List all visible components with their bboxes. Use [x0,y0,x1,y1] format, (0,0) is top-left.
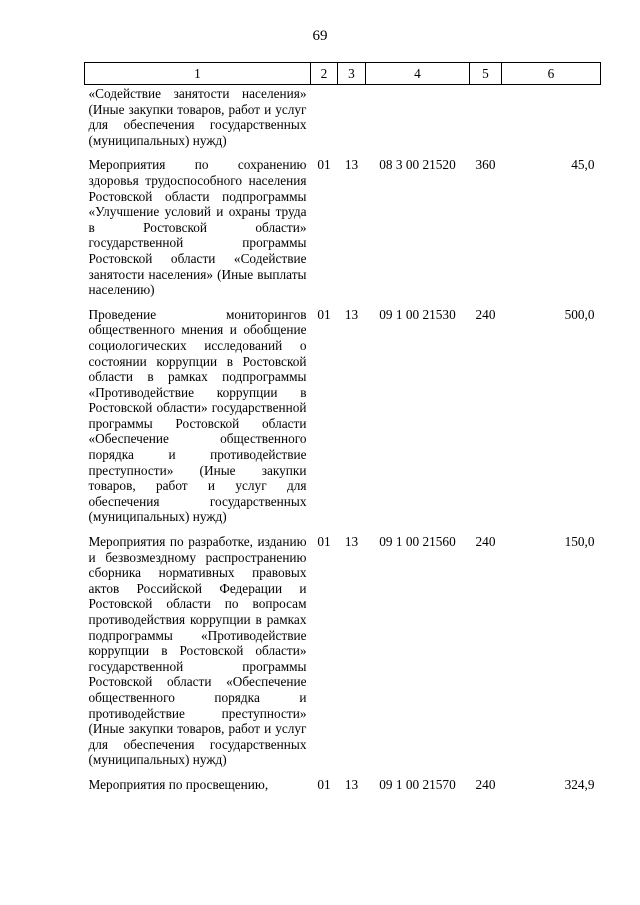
row-description: Мероприятия по сохранению здоровья трудоспособного населения Ростовской области подпрограммы «Улучшение условий и охраны труда в Ростовской области» государственной программы Ростовской области «Содействие занятости населения» (Иные выплаты населению) [88,157,307,298]
row-subsection: 13 [344,776,359,792]
row-description: Мероприятия по просвещению, [88,776,269,792]
row-amount: 45,0 [571,157,595,173]
table-row [85,307,601,534]
column-header-6: 6 [502,63,601,85]
table-row [85,534,601,777]
table-row [85,85,601,158]
column-header-2: 2 [311,63,338,85]
row-expense-type: 240 [475,306,496,322]
row-description: «Содействие занятости населения» (Иные закупки товаров, работ и услуг для обеспечения государственных (муниципальных) нужд) [88,86,307,148]
row-target-article: 08 3 00 21520 [379,157,456,173]
column-header-4: 4 [366,63,470,85]
row-amount: 150,0 [564,534,595,550]
column-header-3: 3 [338,63,366,85]
table-row [85,777,601,793]
row-expense-type: 240 [475,534,496,550]
row-target-article [366,85,470,158]
column-header-5: 5 [470,63,502,85]
row-target-article: 09 1 00 21530 [379,306,456,322]
row-section: 01 [317,534,331,550]
row-amount: 500,0 [564,306,595,322]
row-section: 01 [317,306,331,322]
row-subsection: 13 [344,157,359,173]
budget-table [84,62,601,793]
row-description: Мероприятия по разработке, изданию и безвозмездному распространению сборника нормативных правовых актов Российской Федерации и Ростовской области по вопросам противодействия коррупции в рамках подпрограммы «Противодействие коррупции в Ростовской области» государственной программы Ростовской области «Обеспечение общественного порядка и противодействие преступности» (Иные закупки товаров, работ и услуг для обеспечения государственных (муниципальных) нужд) [88,534,307,768]
row-expense-type: 360 [475,157,496,173]
row-subsection [338,85,366,158]
row-subsection: 13 [344,306,359,322]
table-header-row [85,63,601,85]
column-header-1: 1 [85,63,311,85]
page-number: 69 [312,28,328,44]
row-description: Проведение мониторингов общественного мнения и обобщение социологических исследований о состоянии коррупции в Ростовской области в рамках подпрограммы «Противодействие коррупции в Ростовской области» государственной программы Ростовской области «Обеспечение общественного порядка и противодействие преступности» (Иные закупки товаров, работ и услуг для обеспечения государственных (муниципальных) нужд) [88,306,307,525]
row-section [311,85,338,158]
row-target-article: 09 1 00 21560 [379,534,456,550]
row-expense-type [470,85,502,158]
table-row [85,157,601,306]
row-section: 01 [317,776,331,792]
row-amount: 324,9 [564,776,595,792]
row-expense-type: 240 [475,776,496,792]
row-subsection: 13 [344,534,359,550]
row-section: 01 [317,157,331,173]
row-amount [502,85,601,158]
row-target-article: 09 1 00 21570 [379,776,456,792]
